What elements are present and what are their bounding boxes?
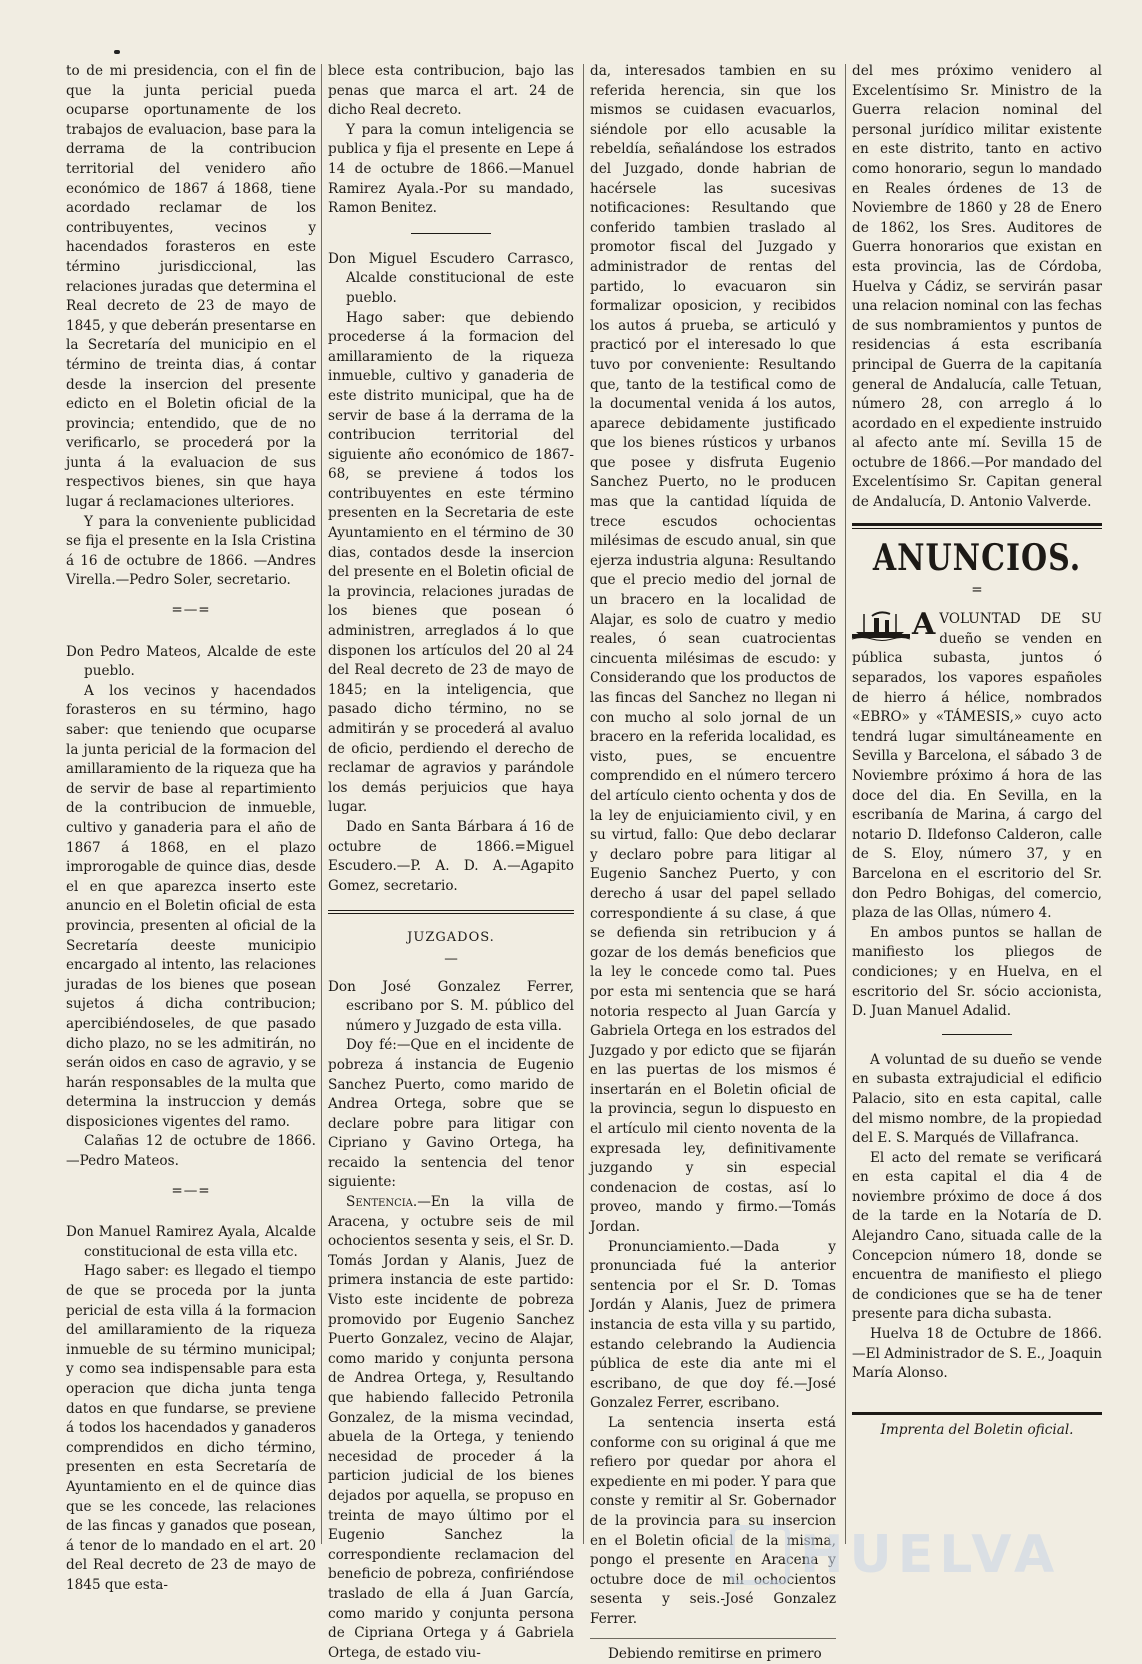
drop-cap: A [912,610,935,640]
notice-heading: Don Manuel Ramirez Ayala, Alcalde constitucional de esta villa etc. [66,1223,316,1262]
ship-advertisement [852,610,1102,1021]
paragraph-text: dueño se venden en pública subasta, juntos ó separados, los vapores españoles de hierro á hélice, nombrados «EBRO» y «TÁMESIS,» cuyo acto tendrá lugar simultáneamente en Sevilla y Barcelona, el sábado 3 de Noviembre próximo á hora de las doce del dia. En Sevilla, en la escribanía de Marina, á cargo del notario D. Ildefonso Calderon, calle de S. Eloy, número 37, y en Barcelona en el escritorio del Sr. don Pedro Bohigas, del comercio, plaza de las Ollas, número 4. [852,631,1102,921]
paragraph: Hago saber: es llegado el tiempo de que se proceda por la junta pericial de esta villa á la formacion del amillaramiento de la riqueza inmueble de su término municipal; y como sea indispensable para esta operacion que dicha junta tenga datos en que fundarse, se previene á todos los hacendados y ganaderos comprendidos en dicho término, presenten en esta Secretaría de Ayuntamiento en el de quince dias que se les concede, las relaciones de las fincas y ganados que posean, á tenor de lo mandado en el art. 20 del Real decreto de 23 de mayo de 1845 que esta- [66,1262,316,1595]
archive-emblem-icon [730,1525,790,1585]
paragraph: to de mi presidencia, con el fin de que la junta pericial pueda ocuparse oportunamente de los trabajos de evaluacion, base para la derrama de la contribucion territorial del venidero año económico de 1867 á 1868, tiene acordado reclamar de los contribuyentes, vecinos y hacendados forasteros en este término jurisdiccional, las relaciones juradas que determina el Real decreto de 23 de mayo de 1845, y que deberán presentarse en la Secretaría del municipio en el término de treinta dias, á contar desde la insercion del presente edicto en el Boletin oficial de la provincia; entendido, que de no verificarlo, se procederá por la junta á la evaluacion de sus respectivos bienes, sin que haya lugar á reclamaciones ulteriores. [66,62,316,513]
paragraph: La sentencia inserta está conforme con su original á que me refiero por quedar por ahora el expediente en mi poder. Y para que conste y remitir al Sr. Gobernador de la provincia para su insercion en el Boletin oficial de la misma, pongo el presente en Aracena y octubre doce de mil ochocientos sesenta y seis.-José Gonzalez Ferrer. [590,1414,836,1630]
paragraph: A voluntad de su dueño se vende en subasta extrajudicial el edificio Palacio, sito en esta capital, calle del mismo nombre, de la propiedad del E. S. Marqués de Villafranca. [852,1051,1102,1149]
short-rule [411,233,491,234]
paragraph: A los vecinos y hacendados forasteros en su término, hago saber: que teniendo que ocuparse la junta pericial de la formacion del amillaramiento de la riqueza que ha de servir de base al repartimiento de la contribucion de inmueble, cultivo y ganaderia para el año de 1867 á 1868, en el plazo improrogable de quince dias, desde el en que aparezca inserto este anuncio en el Boletin oficial de esta provincia, presenten al oficial de la Secretaría deeste municipio encargado al intento, las relaciones juradas de los bienes que posean sujetos á dicha contribucion; apercibiéndoseles, de que pasado dicho plazo, no se les admitirán, no serán oidos en caso de agravio, y se harán responsables de la multa que determina la instruccion y demás disposiciones vigentes del ramo. [66,682,316,1133]
section-title-juzgados: JUZGADOS. [328,928,574,948]
separator: = [852,581,1102,601]
paragraph: Dado en Santa Bárbara á 16 de octubre de 1866.=Miguel Escudero.—P. A. D. A.—Agapito Gomez, secretario. [328,818,574,896]
column-rule [845,64,846,1544]
lead-in: VOLUNTAD DE SU [939,611,1102,627]
column-3 [590,62,836,1562]
column-2 [328,62,574,1562]
paragraph: blece esta contribucion, bajo las penas que marca el art. 24 de dicho Real decreto. [328,62,574,121]
paragraph: Pronunciamiento.—Dada y pronunciada fué la anterior sentencia por el Sr. D. Tomas Jordán y Alanis, Juez de primera instancia de esta villa y su partido, estando celebrando la Audiencia pública de este dia ante mi el escribano, de que doy fé.—José Gonzalez Ferrer, escribano. [590,1238,836,1414]
separator: =—= [66,601,316,621]
ink-mark [114,50,120,54]
paragraph: del mes próximo venidero al Excelentísimo Sr. Ministro de la Guerra relacion nominal del personal jurídico militar existente en este distrito, tanto en activo como honorario, segun lo mandado en Reales órdenes de 13 de Noviembre de 1860 y 28 de Enero de 1862, los Sres. Auditores de Guerra honorarios que existan en esta provincia, las de Córdoba, Huelva y Cádiz, se servirán pasar una relacion nominal con las fechas de sus nombramientos y puntos de residencias á esta escribanía principal de Guerra de la capitanía general de Andalucía, calle Tetuan, número 28, con arreglo á lo acordado en el expediente instruido al afecto ante mí. Sevilla 15 de octubre de 1866.—Por mandado del Excelentísimo Sr. Capitan general de Andalucía, D. Antonio Valverde. [852,62,1102,513]
paragraph-text: —En la villa de Aracena, y octubre seis de mil ochocientos sesenta y seis, el Sr. D. Tomás Jordan y Alanis, Juez de primera instancia de este partido: Visto este incidente de pobreza promovido por Eugenio Sanchez Puerto Gonzalez, vecino de Alajar, como marido y conjunta persona de Andrea Ortega, y, Resultando que habiendo fallecido Petronila Gonzalez, de la misma vecindad, abuela de la Ortega, y teniendo necesidad de proceder á la particion judicial de los bienes dejados por aquella, se propuso en treinta de mayo último por el Eugenio Sanchez la correspondiente reclamacion del beneficio de pobreza, confiriéndose traslado de ella á Juan García, como marido y conjunta persona de Cipriana Ortega y á Gabriela Ortega, de estado viu- [328,1194,574,1661]
notice-heading: Don Pedro Mateos, Alcalde de este pueblo. [66,643,316,682]
paragraph [328,1193,574,1663]
paragraph: Y para la comun inteligencia se publica y fija el presente en Lepe á 14 de octubre de 1866.—Manuel Ramirez Ayala.-Por su mandado, Ramon Benitez. [328,121,574,219]
paragraph: da, interesados tambien en su referida herencia, sin que los mismos se cuidasen evacuarlos, siéndole por ello acusable la rebeldía, señalándose los estrados del Juzgado, donde habrian de hacérsele las sucesivas notificaciones: Resultando que conferido tambien traslado al promotor fiscal del Juzgado y administrador de rentas del partido, lo evacuaron sin formalizar oposicion, y recibidos los autos á prueba, se articuló y practicó por el interesado lo que tuvo por conveniente: Resultando que, tanto de la testifical como de la documental venida á los autos, aparece debidamente justificado que los bienes rústicos y urbanos que posee y disfruta Eugenio Sanchez Puerto, no le producen mas que la cantidad líquida de trece escudos ochocientas milésimas de escudo anual, sin que ejerza industria alguna: Resultando que el precio medio del jornal de un bracero en la localidad de Alajar, es solo de cuatro y medio reales, ó sean cuatrocientas cincuenta milésimas de escudo: y Considerando que los productos de las fincas del Sanchez no llegan ni con mucho al solo jornal de un bracero en la referida localidad, es visto, pues, se encuentre comprendido en el número tercero del artículo ciento ochenta y dos de la ley de enjuiciamiento civil, y en su virtud, fallo: Que debo declarar y declaro pobre para litigar al Eugenio Sanchez Puerto, y con derecho á usar del papel sellado correspondiente á su clase, á que se defienda sin retribucion y á gozar de los demás beneficios que la ley le concede como tal. Pues por esta mi sentencia que se hará notoria respecto al Juan García y Gabriela Ortega en los estrados del Juzgado y por edicto que se fijarán en las puertas de los mismos é insertarán en el Boletin oficial de la provincia, segun lo dispuesto en el artículo mil ciento noventa de la expresada ley, definitivamente juzgando y sin especial condenacion de costas, así lo proveo, mando y firmo.—Tomás Jordan. [590,62,836,1238]
paragraph: Hago saber: que debiendo procederse á la formacion del amillaramiento de la riqueza inmueble, cultivo y ganaderia de este distrito municipal, que ha de servir de base á la derrama de la contribucion territorial del siguiente año económico de 1867-68, se previene á todos los contribuyentes en este término presenten en la Secretaria de este Ayuntamiento en el término de 30 dias, contados desde la insercion del presente en el Boletin oficial de la provincia, relaciones juradas de los bienes que posean ó administren, arreglados á lo que disponen los artículos del 20 al 24 del Real decreto de 23 de mayo de 1845; en la inteligencia, que pasado dicho término, no se admitirán y se procederá al avaluo de oficio, perdiendo el derecho de reclamar de agravios y parándole los demás perjuicios que haya lugar. [328,309,574,818]
paragraph: Doy fé:—Que en el incidente de pobreza á instancia de Eugenio Sanchez Puerto, como marido de Andrea Ortega, sobre que se declare pobre para litigar con Cipriano y Gavino Ortega, ha recaido la sentencia del tenor siguiente: [328,1036,574,1193]
separator: =—= [66,1182,316,1202]
paragraph: En ambos puntos se hallan de manifiesto los pliegos de condiciones; y en Huelva, en el escritorio del Sr. sócio accionista, D. Juan Manuel Adalid. [852,924,1102,1022]
notice-heading: Don Miguel Escudero Carrasco, Alcalde constitucional de este pueblo. [328,250,574,309]
paragraph: El acto del remate se verificará en esta capital el dia 4 de noviembre próximo de doce á dos de la tarde en la Notaría de D. Alejandro Cano, situada calle de la Concepcion número 18, donde se encuentra de manifiesto el pliego de condiciones que se ha de tener presente para dicha subasta. [852,1149,1102,1325]
paragraph: Calañas 12 de octubre de 1866. —Pedro Mateos. [66,1132,316,1171]
section-rule [852,1412,1102,1415]
section-rule [852,528,1102,529]
column-1 [66,62,316,1562]
column-rule [583,64,584,1544]
watermark-text: HUELVA [800,1525,1060,1585]
column-4 [852,62,1102,1562]
column-rule [321,64,322,1544]
archive-watermark [730,1520,1070,1590]
section-title-anuncios: ANUNCIOS. [852,537,1102,580]
sentencia-label: Sentencia. [346,1194,417,1210]
short-rule [942,1034,1012,1035]
printer-credit: Imprenta del Boletin oficial. [852,1421,1102,1441]
section-rule [328,910,574,914]
steamship-icon [852,610,910,640]
section-rule [852,523,1102,526]
paragraph: Debiendo remitirse en primero [590,1638,836,1664]
paragraph: Huelva 18 de Octubre de 1866. —El Administrador de S. E., Joaquin María Alonso. [852,1325,1102,1384]
notice-heading: Don José Gonzalez Ferrer, escribano por S. M. público del número y Juzgado de esta villa. [328,978,574,1037]
paragraph: Y para la conveniente publicidad se fija el presente en la Isla Cristina á 16 de octubre de 1866. —Andres Virella.—Pedro Soler, secretario. [66,513,316,591]
separator: — [328,950,574,970]
paragraph [852,610,1102,924]
